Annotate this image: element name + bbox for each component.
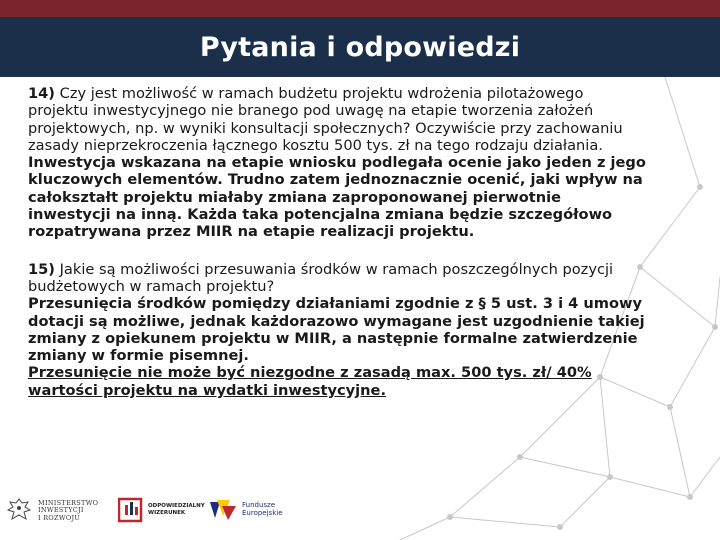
ministry-line: INWESTYCJI: [38, 506, 84, 515]
question-14: [28, 85, 648, 154]
title-bar: [0, 17, 720, 77]
ministry-logo: [6, 496, 98, 526]
question-text: Czy jest możliwość w ramach budżetu projektu wdrożenia pilotażowego projektu inwestycyjnego nie branego pod uwagę na etapie tworzenia założeń projektowych, np. w wyniki konsultacji społecznych? Oczywiście przy zachowaniu zasady nieprzekroczenia łącznego kosztu 500 tys. zł na tego rodzaju działania.: [28, 85, 623, 154]
ministry-line: I ROZWOJU: [38, 513, 81, 522]
cpe-line: ODPOWIEDZIALNY: [148, 503, 205, 509]
fe-line: Europejskie: [242, 509, 283, 517]
polish-eagle-icon: [6, 496, 32, 526]
answer-15-underlined: Przesunięcie nie może być niezgodne z zasadą max. 500 tys. zł/ 40% wartości projektu na wydatki inwestycyjne.: [28, 364, 592, 399]
answer-14: Inwestycja wskazana na etapie wniosku podlegała ocenie jako jeden z jego kluczowych elementów. Trudno zatem jednoznacznie ocenić, jaki wpływ na całokształt projektu miałaby zmiana zaproponowanej pierwotnie inwestycji na inną. Każda taka potencjalna zmiana będzie szczegółowo rozpatrywana przez MIIR na etapie realizacji projektu.: [28, 154, 646, 241]
question-text: Jakie są możliwości przesuwania środków w ramach poszczególnych pozycji budżetowych w ramach projektu?: [28, 260, 614, 295]
cpe-logo: [118, 496, 205, 524]
answer-15: Przesunięcia środków pomiędzy działaniami zgodnie z § 5 ust. 3 i 4 umowy dotacji są możliwe, jednak każdorazowo wymagane jest uzgodnienie takiej zmiany z opiekunem projektu w MIIR, a następnie formalne zatwierdzenie zmiany w formie pisemnej.: [28, 295, 645, 365]
top-accent-bar: [0, 0, 720, 17]
question-number: 15): [28, 260, 55, 278]
question-15: [28, 261, 648, 296]
footer-logos: [0, 496, 720, 540]
question-number: 14): [28, 85, 55, 102]
fe-line: Fundusze: [242, 501, 276, 509]
cpe-logo-icon: [118, 496, 144, 524]
cpe-line: WIZERUNEK: [148, 510, 186, 516]
ministry-line: MINISTERSTWO: [38, 498, 99, 507]
page-title: Pytania i odpowiedzi: [199, 31, 521, 63]
qa-content: [28, 85, 648, 399]
eu-flag-icon: [208, 496, 238, 522]
fe-logo: [208, 496, 283, 522]
